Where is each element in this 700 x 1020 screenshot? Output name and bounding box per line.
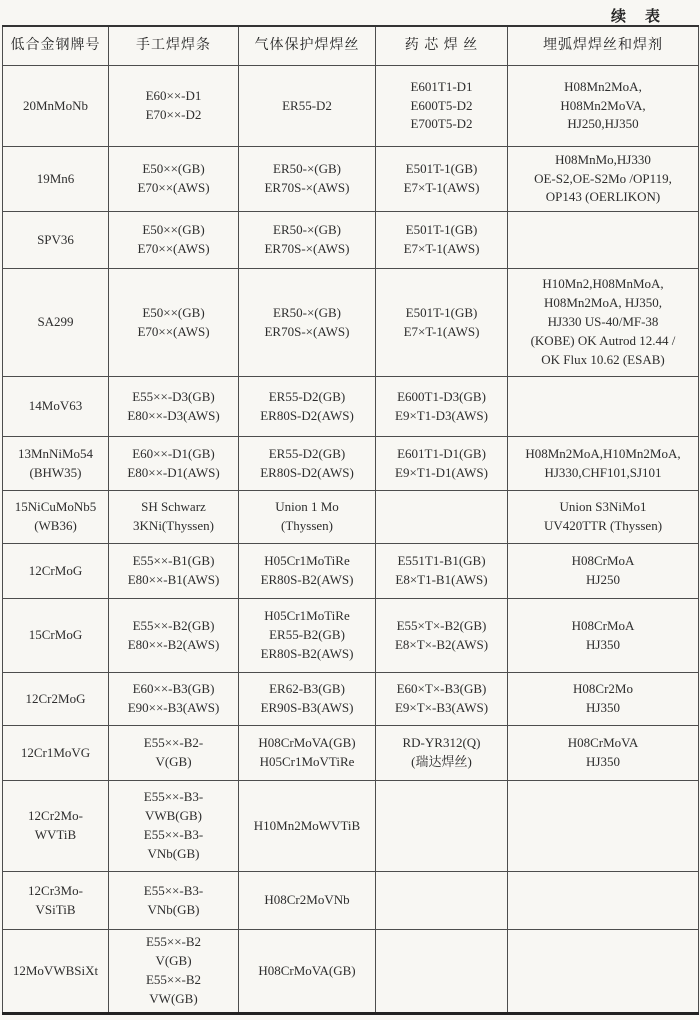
cell-gas: H05Cr1MoTiRe ER80S-B2(AWS) [239, 544, 376, 599]
cell-gas: H08CrMoVA(GB) H05Cr1MoVTiRe [239, 726, 376, 781]
cell-flux-cored [376, 872, 508, 930]
cell-flux-cored: E601T1-D1(GB) E9×T1-D1(AWS) [376, 437, 508, 491]
table-row [3, 599, 699, 673]
cell-saw: H10Mn2,H08MnMoA, H08Mn2MoA, HJ350, HJ330 US-40/MF-38 (KOBE) OK Autrod 12.44 / OK Flux 10.62 (ESAB) [508, 269, 699, 377]
cell-grade: 12Cr1MoVG [3, 726, 109, 781]
cell-saw: H08Mn2MoA, H08Mn2MoVA, HJ250,HJ350 [508, 66, 699, 147]
cell-flux-cored: E601T1-D1 E600T5-D2 E700T5-D2 [376, 66, 508, 147]
cell-manual: E55××-D3(GB) E80××-D3(AWS) [109, 377, 239, 437]
cell-gas: H08Cr2MoVNb [239, 872, 376, 930]
cell-gas: ER55-D2(GB) ER80S-D2(AWS) [239, 377, 376, 437]
cell-manual: E60××-D1(GB) E80××-D1(AWS) [109, 437, 239, 491]
cell-flux-cored: RD-YR312(Q) (瑞达焊丝) [376, 726, 508, 781]
table-continued-label: 续 表 [610, 9, 662, 25]
cell-saw: H08MnMo,HJ330 OE-S2,OE-S2Mo /OP119, OP143 (OERLIKON) [508, 147, 699, 212]
cell-flux-cored [376, 781, 508, 872]
cell-grade: 12MoVWBSiXt [3, 930, 109, 1014]
header-row [3, 26, 699, 66]
cell-saw: Union S3NiMo1 UV420TTR (Thyssen) [508, 491, 699, 544]
table-body [3, 66, 699, 1014]
cell-manual: E55××-B1(GB) E80××-B1(AWS) [109, 544, 239, 599]
table-row [3, 147, 699, 212]
table-row [3, 491, 699, 544]
table-row [3, 673, 699, 726]
table-row [3, 872, 699, 930]
cell-gas: ER55-D2 [239, 66, 376, 147]
cell-grade: 12Cr2MoG [3, 673, 109, 726]
welding-materials-table [2, 25, 699, 1015]
cell-gas: ER50-×(GB) ER70S-×(AWS) [239, 212, 376, 269]
cell-saw: H08CrMoA HJ350 [508, 599, 699, 673]
cell-grade: 15NiCuMoNb5 (WB36) [3, 491, 109, 544]
table-row [3, 726, 699, 781]
cell-flux-cored: E60×T×-B3(GB) E9×T×-B3(AWS) [376, 673, 508, 726]
header-gas-shielded-wire: 气体保护焊焊丝 [239, 26, 376, 66]
cell-manual: SH Schwarz 3KNi(Thyssen) [109, 491, 239, 544]
cell-flux-cored: E55×T×-B2(GB) E8×T×-B2(AWS) [376, 599, 508, 673]
cell-flux-cored: E600T1-D3(GB) E9×T1-D3(AWS) [376, 377, 508, 437]
cell-gas: ER62-B3(GB) ER90S-B3(AWS) [239, 673, 376, 726]
cell-saw [508, 781, 699, 872]
cell-manual: E55××-B3- VNb(GB) [109, 872, 239, 930]
cell-grade: 12Cr2Mo- WVTiB [3, 781, 109, 872]
cell-flux-cored: E551T1-B1(GB) E8×T1-B1(AWS) [376, 544, 508, 599]
cell-gas: ER50-×(GB) ER70S-×(AWS) [239, 147, 376, 212]
cell-manual: E55××-B2(GB) E80××-B2(AWS) [109, 599, 239, 673]
cell-flux-cored: E501T-1(GB) E7×T-1(AWS) [376, 147, 508, 212]
header-saw-wire-flux: 埋弧焊焊丝和焊剂 [508, 26, 699, 66]
cell-manual: E50××(GB) E70××(AWS) [109, 212, 239, 269]
cell-saw [508, 930, 699, 1014]
cell-gas: Union 1 Mo (Thyssen) [239, 491, 376, 544]
welding-materials-table-wrap [2, 25, 698, 1015]
cell-manual: E55××-B2- V(GB) [109, 726, 239, 781]
cell-grade: 15CrMoG [3, 599, 109, 673]
cell-flux-cored [376, 930, 508, 1014]
cell-grade: SA299 [3, 269, 109, 377]
cell-flux-cored: E501T-1(GB) E7×T-1(AWS) [376, 212, 508, 269]
table-row [3, 66, 699, 147]
cell-grade: 13MnNiMo54 (BHW35) [3, 437, 109, 491]
table-row [3, 781, 699, 872]
cell-saw: H08CrMoA HJ250 [508, 544, 699, 599]
cell-gas: ER50-×(GB) ER70S-×(AWS) [239, 269, 376, 377]
table-header [3, 26, 699, 66]
table-row [3, 437, 699, 491]
cell-grade: 20MnMoNb [3, 66, 109, 147]
cell-manual: E55××-B3- VWB(GB) E55××-B3- VNb(GB) [109, 781, 239, 872]
cell-grade: 12CrMoG [3, 544, 109, 599]
table-row [3, 930, 699, 1014]
cell-grade: 14MoV63 [3, 377, 109, 437]
table-row [3, 269, 699, 377]
cell-saw: H08Mn2MoA,H10Mn2MoA, HJ330,CHF101,SJ101 [508, 437, 699, 491]
cell-manual: E60××-B3(GB) E90××-B3(AWS) [109, 673, 239, 726]
cell-saw: H08CrMoVA HJ350 [508, 726, 699, 781]
header-flux-cored-wire: 药 芯 焊 丝 [376, 26, 508, 66]
cell-manual: E50××(GB) E70××(AWS) [109, 269, 239, 377]
header-steel-grade: 低合金钢牌号 [3, 26, 109, 66]
cell-saw [508, 212, 699, 269]
cell-flux-cored [376, 491, 508, 544]
table-row [3, 377, 699, 437]
cell-manual: E60××-D1 E70××-D2 [109, 66, 239, 147]
cell-gas: H10Mn2MoWVTiB [239, 781, 376, 872]
cell-gas: H05Cr1MoTiRe ER55-B2(GB) ER80S-B2(AWS) [239, 599, 376, 673]
cell-grade: 12Cr3Mo- VSiTiB [3, 872, 109, 930]
table-row [3, 212, 699, 269]
cell-manual: E55××-B2 V(GB) E55××-B2 VW(GB) [109, 930, 239, 1014]
cell-flux-cored: E501T-1(GB) E7×T-1(AWS) [376, 269, 508, 377]
header-manual-electrode: 手工焊焊条 [109, 26, 239, 66]
table-row [3, 544, 699, 599]
cell-gas: ER55-D2(GB) ER80S-D2(AWS) [239, 437, 376, 491]
cell-saw [508, 872, 699, 930]
cell-saw: H08Cr2Mo HJ350 [508, 673, 699, 726]
cell-manual: E50××(GB) E70××(AWS) [109, 147, 239, 212]
cell-saw [508, 377, 699, 437]
cell-grade: 19Mn6 [3, 147, 109, 212]
cell-grade: SPV36 [3, 212, 109, 269]
cell-gas: H08CrMoVA(GB) [239, 930, 376, 1014]
